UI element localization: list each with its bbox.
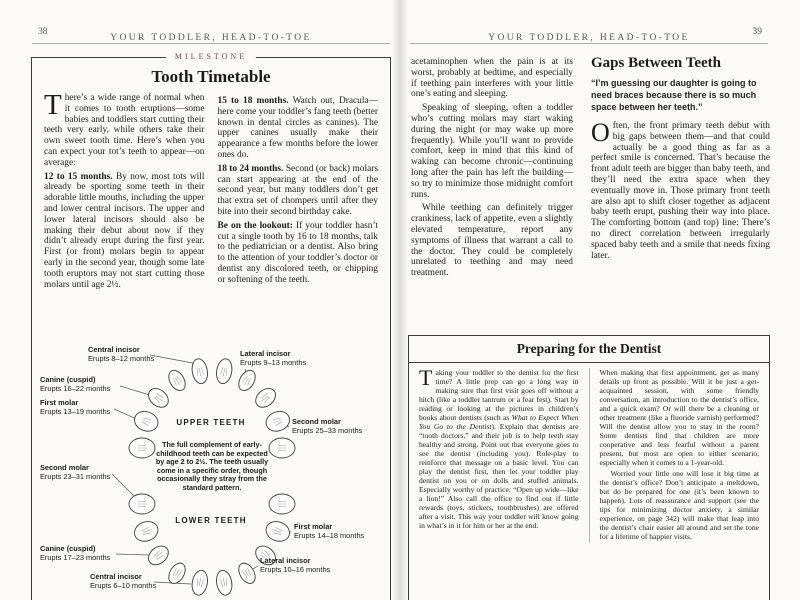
section-title: Gaps Between Teeth xyxy=(591,55,722,71)
appointment-paragraph: When making that first appointment, get as many details up front as possible. Will it be just a get-acquainted session, with some friendly conversation, an introduction to the dentist’s office, and a quick exam? Or will there be a cleaning or other treatment (like a fluoride varnish) performed? Will the dentist allow you to stay in the room? Some dentists find that children are more cooperative and less fearful without a parent present, but most are open to either scenario, especially when it comes to a 1-year-old. xyxy=(599,368,759,467)
dropcap: T xyxy=(44,89,62,121)
milestone-lookout xyxy=(218,221,379,286)
milestone-box xyxy=(31,52,391,600)
running-head-right: YOUR TODDLER, HEAD-TO-TOE xyxy=(488,33,690,43)
connector-line xyxy=(150,355,198,364)
gaps-answer-text: ften, the front primary teeth debut with big gaps between them—and that could actually be a good thing as far as a perfect smile is concerned. That’s because the front adult teeth are bigger than baby teeth, and they’ll need the extra space when they eventually move in. Those primary front teeth are also apt to shift closer together as adjacent baby teeth erupt, pushing their way into place. The comforting bottom (and top) line: There’s no direct correlation between irregularly spaced baby teeth and a smile that needs fixing later. xyxy=(591,121,770,261)
tooth-shape xyxy=(235,560,258,586)
age-range-lead: 12 to 15 months. xyxy=(44,171,113,182)
milestone-12-15-months xyxy=(44,172,205,291)
label-canine-upper: Canine (cuspid) Erupts 16–22 months xyxy=(40,375,111,393)
tooth-shape xyxy=(145,542,172,568)
sleep-paragraph: Speaking of sleeping, often a toddler who’s cutting molars may start waking during the night (or may wake up more frequently). While you’ll want to provide comfort, keep in mind that this kind of waking can become chronic—continuing long after the pain has left the building—so try to minimize those midnight comfort runs. xyxy=(411,103,573,200)
label-first-molar-lower: First molar Erupts 14–18 months xyxy=(294,522,365,540)
lookout-lead: Be on the lookout: xyxy=(217,220,293,231)
symptoms-paragraph: While teething can definitely trigger crankiness, lack of appetite, even a slightly elevated temperature, report any symptoms of illness that warrant a call to the doctor. They could be completely unrelated to teething and may need treatment. xyxy=(411,203,573,279)
tooth-shape xyxy=(215,569,234,596)
label-first-molar-upper: First molar Erupts 13–19 months xyxy=(40,398,111,416)
lower-teeth-label: LOWER TEETH xyxy=(175,516,247,525)
label-canine-lower: Canine (cuspid) Erupts 17–23 months xyxy=(40,544,111,562)
tooth-shape xyxy=(190,358,209,385)
tooth-shape xyxy=(165,367,188,393)
dropcap: O xyxy=(591,118,610,147)
age-range-text: Second (or back) molars can start appearing at the end of the second year, but many toddlers don’t get that extra set of chompers until after they bite into their second birthday cake. xyxy=(217,163,378,217)
age-range-text: Watch out, Dracula—here come your toddler’s fang teeth (better known in dental circles as canines). The upper canines usually make their appearance a few months before the lower ones do. xyxy=(217,96,378,160)
gaps-answer-paragraph xyxy=(591,118,770,261)
connector-line xyxy=(120,386,153,396)
lookout-text: If your toddler hasn’t cut a single tooth by 16 to 18 months, talk to the pediatrician or a dentist. Also bring to the attention of your toddler’s doctor or dentist any discolored teeth, or chipping or softening of the teeth. xyxy=(217,220,378,285)
tooth-shape xyxy=(145,385,172,411)
page-left xyxy=(27,0,395,600)
tooth-shape xyxy=(190,569,209,596)
running-head-left: YOUR TODDLER, HEAD-TO-TOE xyxy=(110,33,312,43)
age-range-lead: 15 to 18 months. xyxy=(217,96,289,106)
dentist-columns xyxy=(409,363,769,543)
milestone-title: Tooth Timetable xyxy=(151,67,271,86)
page-number-right: 39 xyxy=(752,27,762,37)
milestone-column-2 xyxy=(218,93,379,337)
tooth-diagram xyxy=(32,346,390,598)
label-lateral-incisor-lower: Lateral incisor Erupts 10–16 months xyxy=(260,556,331,574)
dentist-column-1 xyxy=(419,365,579,543)
label-lateral-incisor-upper: Lateral incisor Erupts 9–13 months xyxy=(240,349,307,367)
page-header-right xyxy=(410,27,768,44)
preparing-for-dentist-box xyxy=(408,335,770,600)
label-central-incisor-upper: Central incisor Erupts 8–12 months xyxy=(88,345,155,363)
tooth-shape xyxy=(269,438,295,458)
prep-text-2: ). Explain that dentists are “tooth doctors,” and their job is to help teeth stay healthy and strong. Point out that everyone goes to see the dentist (including you). Role-play to reinforce that message on a basic level. You can play the dentist first, then let your toddler play dentist on you or on dolls and stuffed animals. Especially worthy of practice: “Open up wide—like a lion!” Also call the office to find out if little rewards (toys, stickers, toothbrushes) are offered after a visit. This way your toddler will know going in what’s in it for him or her at the end. xyxy=(419,422,579,530)
tooth-shape xyxy=(129,438,155,458)
meltdown-paragraph: Worried your little one will lose it big time at the dentist’s office? Don’t anticipate a meltdown, but do be prepared for one (it’s been known to happen). Lots of reassurance and support (see the tips for minimizing doctor anxiety, a similar experience, on page 342) will make that leap into the dentist’s chair easier all around and set the tone for a lifetime of happier visits. xyxy=(599,469,759,541)
connector-line xyxy=(116,554,149,555)
diagram-note: The full complement of early-childhood teeth can be expected by age 2 to 2½. The teeth usually come in a specific order, though occasionally they stray from the standard pattern. xyxy=(155,440,269,492)
tooth-shape xyxy=(269,494,295,514)
tooth-shape xyxy=(129,494,155,514)
milestone-18-24-months xyxy=(218,164,379,218)
age-range-lead: 18 to 24 months. xyxy=(217,163,284,174)
gaps-between-teeth-section xyxy=(591,55,770,263)
tooth-shape xyxy=(215,358,234,385)
label-central-incisor-lower: Central incisor Erupts 6–10 months xyxy=(90,572,157,590)
milestone-column-1 xyxy=(44,89,205,337)
milestone-columns xyxy=(32,87,390,337)
label-second-molar-upper: Second molar Erupts 25–33 months xyxy=(292,417,363,435)
teething-continuation-column xyxy=(411,57,573,282)
tooth-shape xyxy=(165,560,188,586)
page-gutter xyxy=(392,0,408,600)
prep-text-1: aking your toddler to the dentist for the first time? A little prep can go a long way in making sure that first visit goes off without a hitch (like a toddler tantrum or a fear fest). Start by reading or looking at the pictures in children’s books about dentists (such as xyxy=(419,368,579,422)
dropcap: T xyxy=(419,365,433,390)
dentist-prep-paragraph xyxy=(419,365,579,530)
book-title-italic: What to Expect When You Go to the Dentist xyxy=(419,413,579,431)
milestone-label: MILESTONE xyxy=(166,52,256,61)
age-range-text: By now, most tots will already be sporting some teeth in their adorable little mouths, including the upper and lower central incisors. The upper and lower lateral incisors should also be making their debut about now if they didn’t already erupt during the first year. First (or front) molars begin to appear early in the second year, though some late tooth eruptors may not start cutting those molars until age 2½. xyxy=(44,171,205,290)
label-second-molar-lower: Second molar Erupts 23–31 months xyxy=(40,463,111,481)
intro-text: here’s a wide range of normal when it comes to tooth eruptions—some babies and toddlers start cutting their teeth very early, while others take their own sweet tooth time. Here’s when you can expect your tot’s teeth to appear—on average: xyxy=(44,93,205,168)
page-right xyxy=(405,0,773,600)
continuation-paragraph: acetaminophen when the pain is at its worst, probably at bedtime, and especially if teething pain interferes with your little one’s eating and sleeping. xyxy=(411,57,573,100)
milestone-15-18-months xyxy=(218,96,379,161)
tooth-shape xyxy=(252,385,279,411)
intro-paragraph xyxy=(44,89,205,169)
tooth-shape xyxy=(235,367,258,393)
connector-line xyxy=(112,474,135,497)
upper-teeth-label: UPPER TEETH xyxy=(176,418,246,427)
reader-question-quote: “I’m guessing our daughter is going to need braces because there is so much space between her teeth.” xyxy=(591,78,757,112)
dentist-column-2 xyxy=(589,368,760,543)
page-header-left xyxy=(32,27,390,44)
page-number-left: 38 xyxy=(38,27,48,37)
dentist-box-title: Preparing for the Dentist xyxy=(409,336,769,363)
